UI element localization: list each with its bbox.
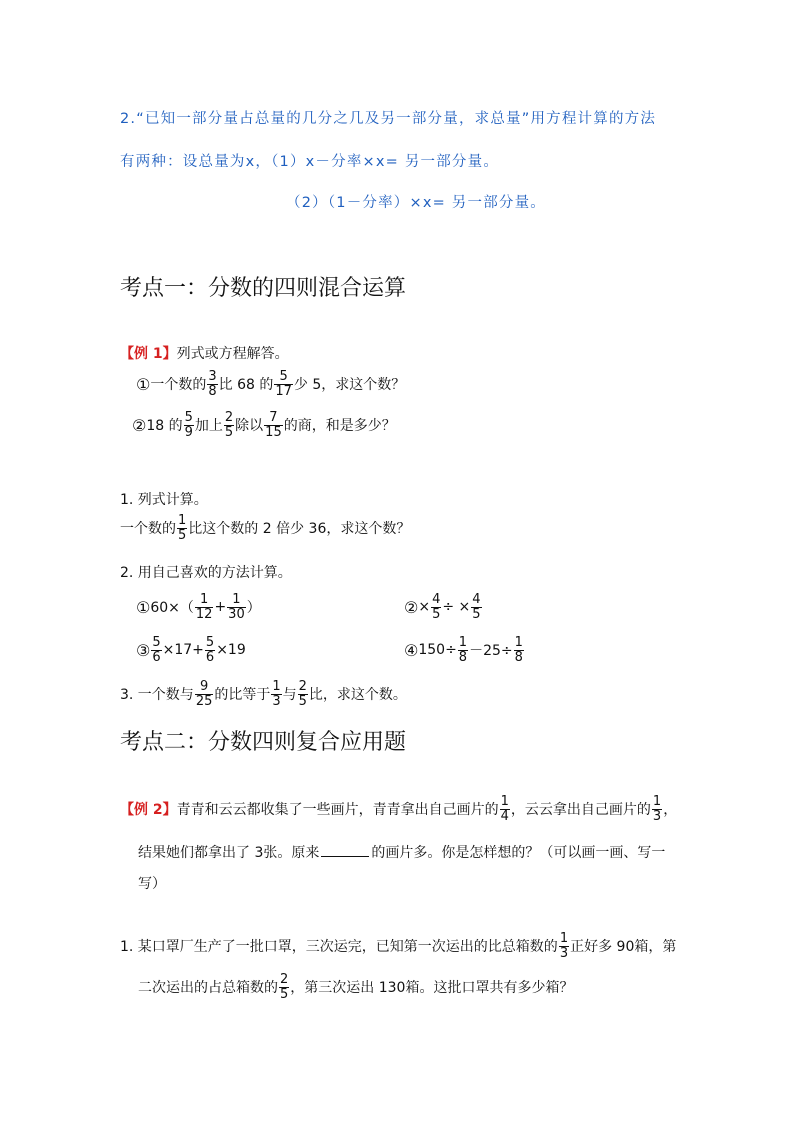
exercise2-item-a: [136, 593, 261, 621]
section2-exercise1-line-2: [138, 973, 573, 1001]
text: 加上: [194, 418, 223, 435]
fraction: [652, 795, 662, 823]
example1-tag: 【例 1】: [120, 346, 177, 362]
example2-line-2: [138, 842, 665, 862]
fraction: [227, 593, 246, 621]
numerator: 1: [514, 635, 523, 650]
text: ÷ ×: [442, 599, 471, 616]
example2-tag: 【例 2】: [120, 802, 177, 819]
numerator: 5: [205, 635, 215, 650]
numerator: 1: [458, 635, 468, 650]
fraction: [271, 680, 281, 708]
circle-number: ④: [404, 640, 419, 660]
section2-exercise1-line-1: [120, 932, 676, 960]
text: 的商，和是多少？: [283, 418, 396, 435]
numerator: 2: [224, 410, 234, 425]
answer-blank[interactable]: [321, 844, 369, 857]
text: 18 的: [146, 418, 183, 435]
fraction: [195, 680, 214, 708]
intro-line-3: （2）（1－分率）×x= 另一部分量。: [286, 195, 546, 211]
text: 除以: [235, 418, 264, 435]
exercise3-question: [120, 680, 407, 708]
text: ×19: [216, 642, 246, 659]
text: ）: [246, 600, 261, 617]
denominator: 17: [275, 383, 292, 399]
exercise1-title: 1. 列式计算。: [120, 492, 208, 508]
numerator: 2: [298, 679, 307, 694]
numerator: 5: [184, 410, 193, 425]
intro-line-2: 有两种：设总量为x，（1）x－分率×x= 另一部分量。: [120, 154, 500, 170]
fraction: [458, 636, 468, 664]
example2-line-3: 写）: [138, 876, 166, 892]
denominator: 5: [280, 986, 289, 1002]
numerator: 1: [500, 794, 509, 809]
denominator: 30: [228, 606, 245, 622]
numerator: 2: [280, 972, 289, 987]
text: ×: [418, 599, 431, 616]
example1-prompt: [120, 343, 289, 363]
numerator: 7: [264, 411, 283, 426]
fraction: [224, 411, 234, 439]
text: ×17+: [162, 642, 204, 659]
fraction: [177, 514, 187, 542]
fraction: [205, 636, 215, 664]
fraction: [431, 593, 441, 621]
text: +: [214, 599, 227, 616]
text: 一个数的: [120, 521, 176, 538]
denominator: 5: [432, 606, 441, 622]
text: 的比等于: [214, 687, 271, 704]
fraction: [471, 593, 481, 621]
intro-line-1: 2.“已知一部分量占总量的几分之几及另一部分量，求总量”用方程计算的方法: [120, 111, 657, 127]
denominator: 5: [224, 424, 234, 440]
denominator: 4: [500, 808, 509, 824]
exercise1-question: [120, 514, 410, 542]
text: 二次运出的占总箱数的: [138, 980, 278, 997]
circle-number: ①: [136, 597, 151, 617]
denominator: 15: [265, 424, 282, 440]
fraction: [151, 636, 161, 664]
numerator: 1: [178, 513, 187, 528]
section2-title: 考点二：分数四则复合应用题: [120, 730, 407, 755]
denominator: 25: [195, 693, 213, 709]
fraction: [279, 973, 289, 1001]
denominator: 6: [205, 649, 215, 665]
fraction: [264, 411, 283, 439]
numerator: 1: [272, 679, 281, 694]
text: ，: [663, 802, 678, 819]
circle-number: ③: [136, 640, 151, 660]
text: 少 5，求这个数？: [293, 377, 406, 394]
denominator: 5: [298, 693, 307, 709]
denominator: 9: [184, 424, 193, 440]
denominator: 5: [178, 527, 187, 543]
numerator: 1: [227, 593, 246, 608]
denominator: 8: [208, 383, 217, 399]
numerator: 9: [195, 680, 214, 695]
fraction: [184, 411, 194, 439]
denominator: 3: [652, 808, 662, 824]
exercise2-item-b: [404, 593, 483, 621]
text: 3. 一个数与: [120, 687, 194, 704]
denominator: 8: [514, 649, 523, 665]
denominator: 3: [559, 945, 569, 961]
text: 的画片多。你是怎样想的？（可以画一画、写一: [371, 845, 666, 861]
denominator: 12: [195, 606, 213, 622]
circle-number: ①: [136, 374, 151, 394]
fraction: [514, 636, 524, 664]
numerator: 1: [652, 794, 662, 809]
fraction: [274, 370, 293, 398]
text: 正好多 90箱，第: [570, 939, 677, 956]
text: 比这个数的 2 倍少 36，求这个数？: [188, 521, 411, 538]
text: 比，求这个数。: [308, 687, 407, 704]
example1-question-1: [136, 370, 405, 398]
text: 与: [282, 687, 297, 704]
fraction: [207, 370, 217, 398]
section1-title: 考点一：分数的四则混合运算: [120, 276, 407, 301]
denominator: 3: [272, 693, 281, 709]
fraction: [559, 932, 569, 960]
denominator: 5: [472, 606, 481, 622]
numerator: 5: [152, 635, 161, 650]
numerator: 1: [559, 931, 569, 946]
text: ，云云拿出自己画片的: [510, 802, 651, 819]
fraction: [195, 593, 214, 621]
denominator: 6: [152, 649, 161, 665]
circle-number: ②: [132, 415, 147, 435]
fraction: [298, 680, 308, 708]
numerator: 4: [472, 592, 481, 607]
text: 青青和云云都收集了一些画片，青青拿出自己画片的: [176, 802, 499, 819]
numerator: 1: [195, 593, 214, 608]
exercise2-item-c: [136, 636, 246, 664]
text: 1. 某口罩厂生产了一批口罩，三次运完，已知第一次运出的比总箱数的: [120, 939, 558, 956]
numerator: 4: [432, 592, 441, 607]
text: 60×（: [150, 600, 194, 617]
circle-number: ②: [404, 597, 419, 617]
text: 150÷: [418, 642, 457, 659]
example1-text: 列式或方程解答。: [176, 346, 289, 362]
text: 一个数的: [150, 377, 207, 394]
fraction: [500, 795, 510, 823]
example1-question-2: [132, 411, 396, 439]
text: ，第三次运出 130箱。这批口罩共有多少箱？: [290, 980, 574, 997]
text: 结果她们都拿出了 3张。原来: [138, 845, 320, 861]
exercise2-item-d: [404, 636, 525, 664]
numerator: 5: [274, 370, 293, 385]
text: －25÷: [469, 643, 513, 660]
exercise2-title: 2. 用自己喜欢的方法计算。: [120, 565, 292, 581]
numerator: 3: [208, 369, 217, 384]
denominator: 8: [458, 649, 468, 665]
example2-line-1: [120, 795, 677, 823]
text: 比 68 的: [218, 377, 274, 394]
